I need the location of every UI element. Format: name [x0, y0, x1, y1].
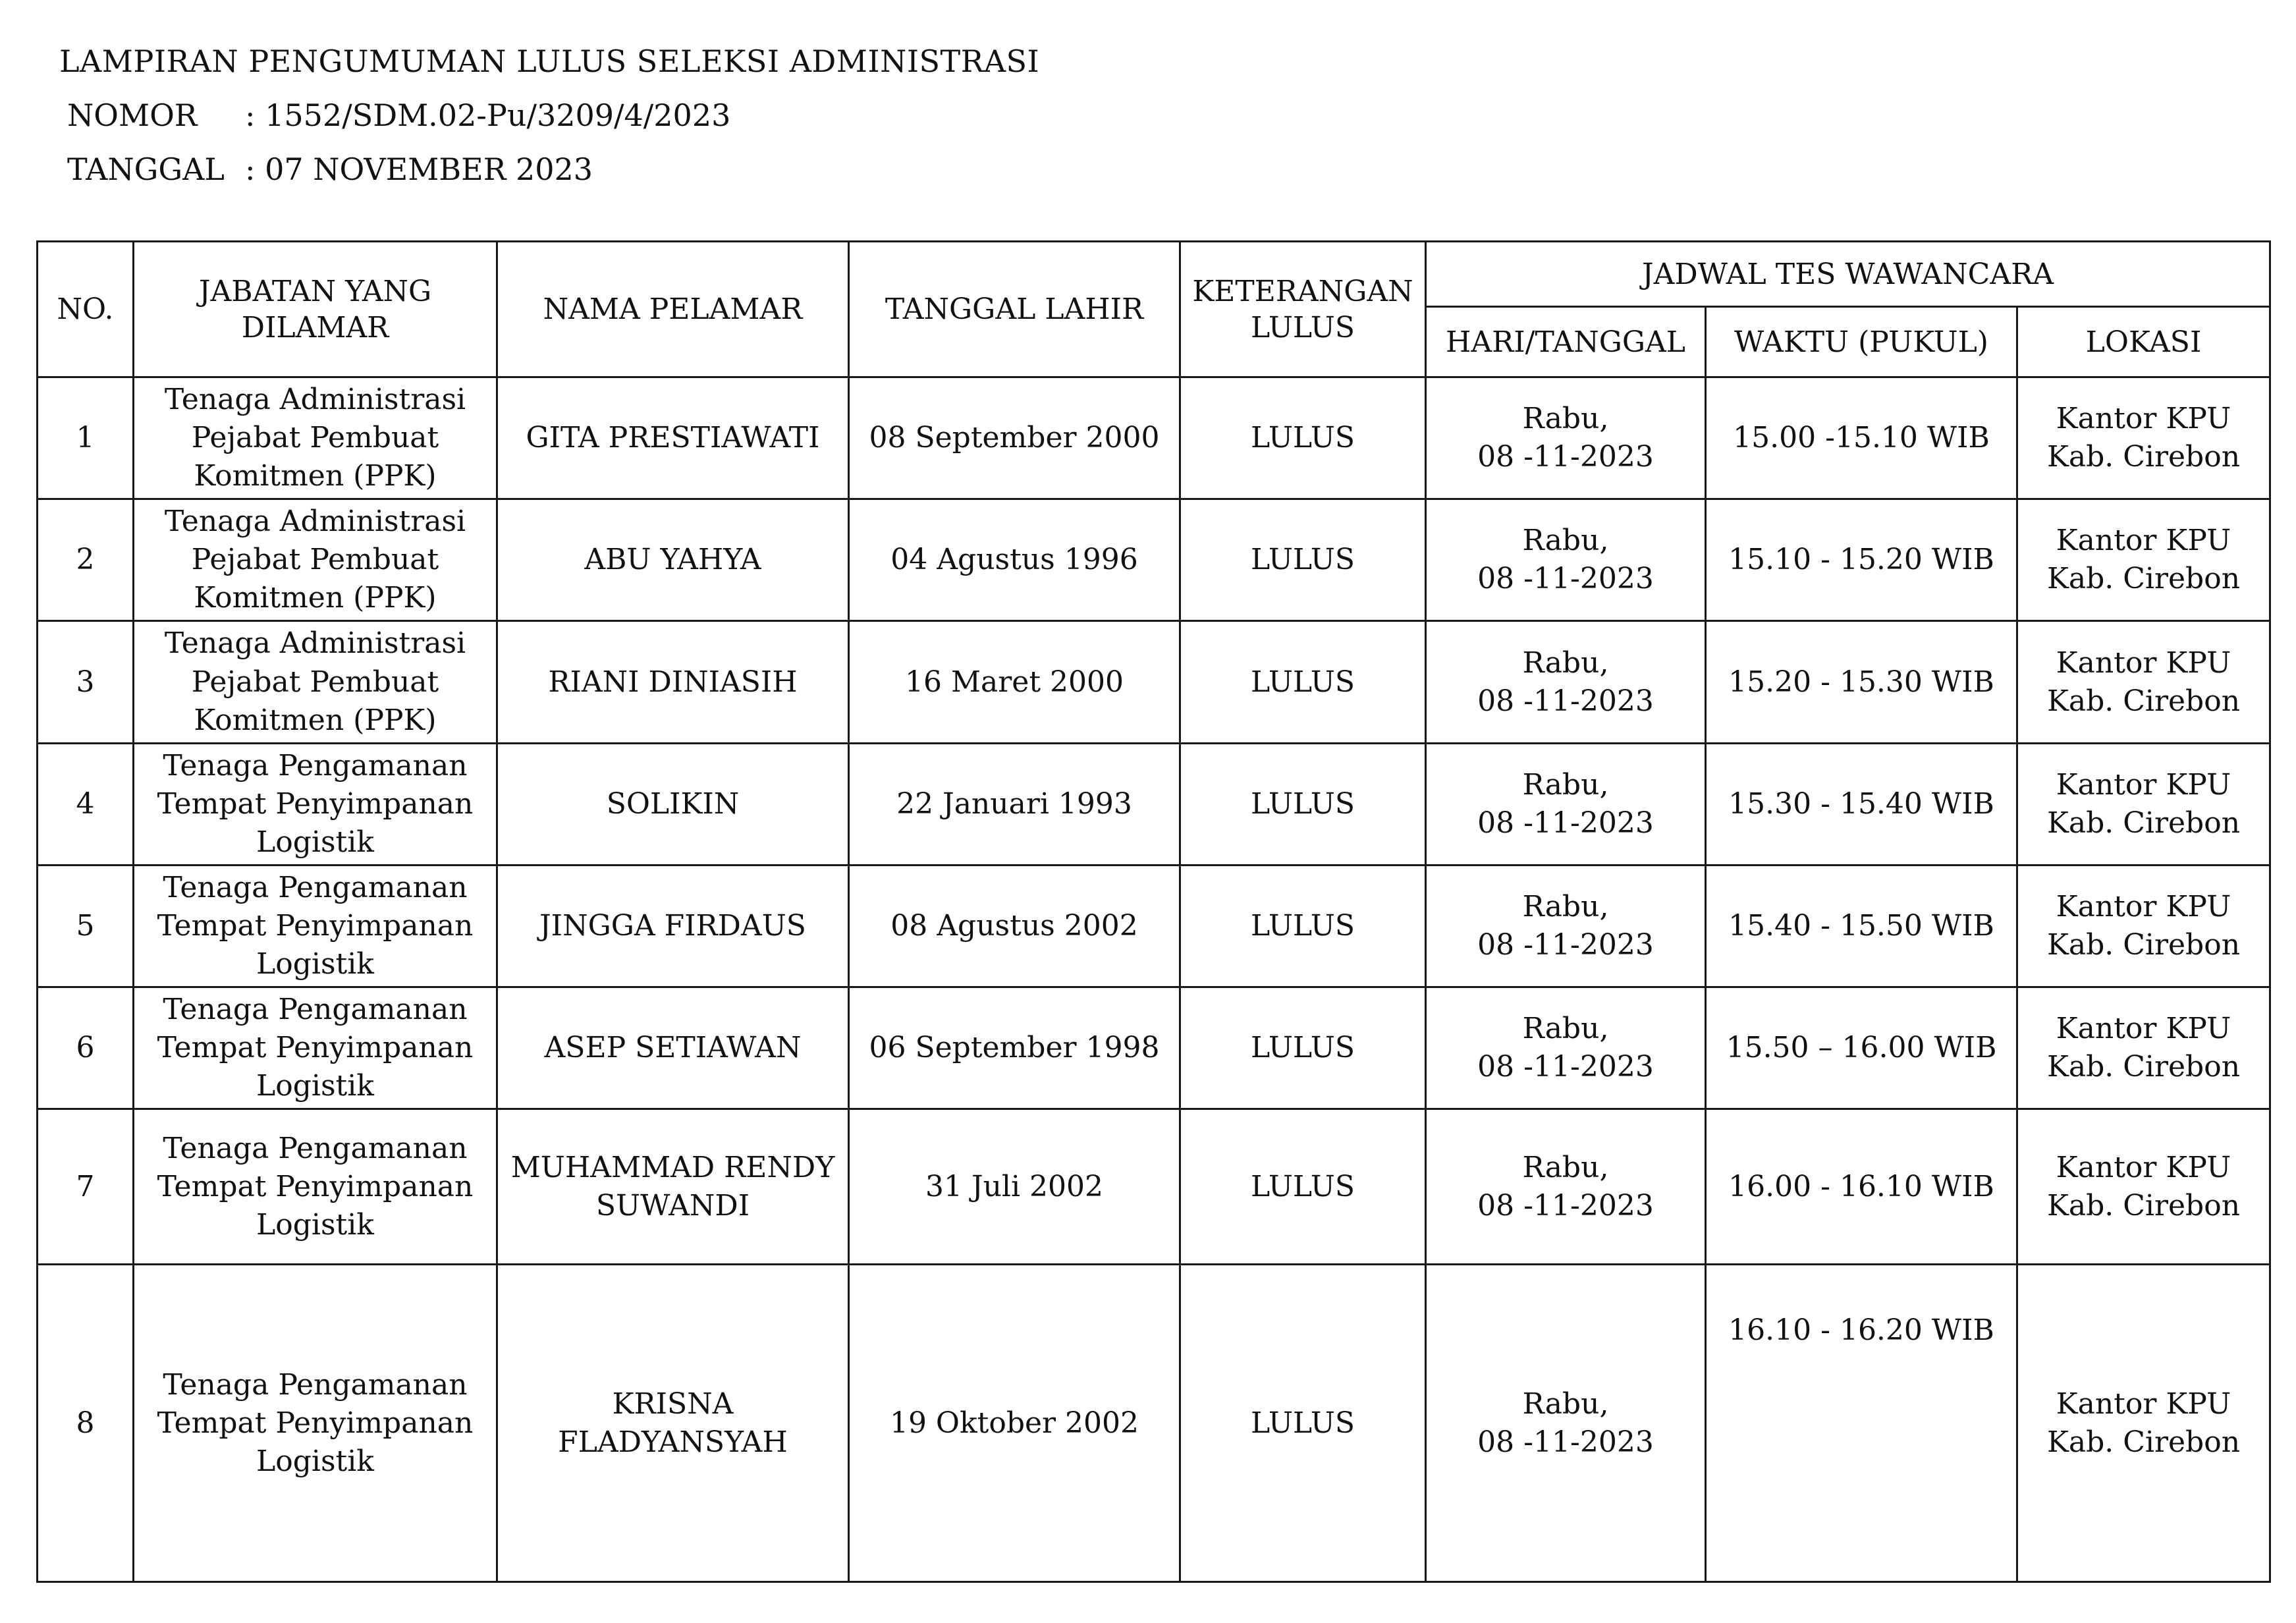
table-row [38, 621, 2270, 743]
table-row [38, 377, 2270, 499]
nomor-value: : 1552/SDM.02-Pu/3209/4/2023 [245, 100, 730, 130]
col-header-waktu: WAKTU (PUKUL) [1706, 307, 2017, 377]
cell-nama: MUHAMMAD RENDY SUWANDI [497, 1109, 849, 1265]
interview-date: 08 -11-2023 [1477, 806, 1654, 840]
cell-no: 3 [38, 621, 134, 743]
table-row [38, 865, 2270, 987]
cell-nama: GITA PRESTIAWATI [497, 377, 849, 499]
cell-waktu: 16.00 - 16.10 WIB [1706, 1109, 2017, 1265]
cell-tanggal-lahir: 08 Agustus 2002 [849, 865, 1180, 987]
cell-lokasi: Kantor KPU Kab. Cirebon [2017, 377, 2270, 499]
col-header-hari-tanggal: HARI/TANGGAL [1426, 307, 1706, 377]
applicant-table [36, 240, 2271, 1583]
nomor-label: NOMOR [67, 97, 198, 133]
cell-jabatan: Tenaga Pengamanan Tempat Penyimpanan Logistik [134, 987, 497, 1109]
cell-waktu: 15.00 -15.10 WIB [1706, 377, 2017, 499]
interview-day: Rabu, [1522, 524, 1609, 558]
interview-date: 08 -11-2023 [1477, 440, 1654, 474]
table-row [38, 1265, 2270, 1582]
cell-waktu: 15.40 - 15.50 WIB [1706, 865, 2017, 987]
cell-hari-tanggal [1426, 377, 1706, 499]
col-header-jadwal: JADWAL TES WAWANCARA [1426, 242, 2270, 307]
table-body [38, 377, 2270, 1582]
cell-lokasi: Kantor KPU Kab. Cirebon [2017, 1265, 2270, 1582]
cell-jabatan: Tenaga Administrasi Pejabat Pembuat Komitmen (PPK) [134, 377, 497, 499]
interview-date: 08 -11-2023 [1477, 1425, 1654, 1459]
cell-keterangan: LULUS [1180, 621, 1426, 743]
col-header-nama: NAMA PELAMAR [497, 242, 849, 377]
cell-hari-tanggal [1426, 743, 1706, 865]
cell-nama: ASEP SETIAWAN [497, 987, 849, 1109]
cell-nama: KRISNA FLADYANSYAH [497, 1265, 849, 1582]
cell-no: 5 [38, 865, 134, 987]
col-header-no: NO. [38, 242, 134, 377]
cell-tanggal-lahir: 08 September 2000 [849, 377, 1180, 499]
cell-jabatan: Tenaga Administrasi Pejabat Pembuat Komitmen (PPK) [134, 621, 497, 743]
cell-lokasi: Kantor KPU Kab. Cirebon [2017, 865, 2270, 987]
interview-day: Rabu, [1522, 1387, 1609, 1421]
interview-date: 08 -11-2023 [1477, 684, 1654, 718]
table-row [38, 499, 2270, 621]
document-title: LAMPIRAN PENGUMUMAN LULUS SELEKSI ADMINISTRASI [59, 43, 1040, 79]
cell-waktu: 15.30 - 15.40 WIB [1706, 743, 2017, 865]
cell-hari-tanggal [1426, 865, 1706, 987]
col-header-tanggal-lahir: TANGGAL LAHIR [849, 242, 1180, 377]
cell-hari-tanggal [1426, 1109, 1706, 1265]
cell-hari-tanggal [1426, 1265, 1706, 1582]
cell-waktu: 15.10 - 15.20 WIB [1706, 499, 2017, 621]
cell-nama: RIANI DINIASIH [497, 621, 849, 743]
document-header [59, 43, 1040, 208]
cell-no: 8 [38, 1265, 134, 1582]
cell-keterangan: LULUS [1180, 987, 1426, 1109]
cell-nama: JINGGA FIRDAUS [497, 865, 849, 987]
tanggal-value: : 07 NOVEMBER 2023 [245, 154, 593, 184]
cell-tanggal-lahir: 19 Oktober 2002 [849, 1265, 1180, 1582]
interview-day: Rabu, [1522, 646, 1609, 680]
cell-no: 7 [38, 1109, 134, 1265]
cell-waktu: 15.50 – 16.00 WIB [1706, 987, 2017, 1109]
cell-hari-tanggal [1426, 987, 1706, 1109]
cell-tanggal-lahir: 04 Agustus 1996 [849, 499, 1180, 621]
cell-tanggal-lahir: 16 Maret 2000 [849, 621, 1180, 743]
cell-lokasi: Kantor KPU Kab. Cirebon [2017, 743, 2270, 865]
cell-lokasi: Kantor KPU Kab. Cirebon [2017, 499, 2270, 621]
cell-keterangan: LULUS [1180, 377, 1426, 499]
col-header-lokasi: LOKASI [2017, 307, 2270, 377]
cell-keterangan: LULUS [1180, 1109, 1426, 1265]
interview-date: 08 -11-2023 [1477, 1050, 1654, 1084]
table-row [38, 743, 2270, 865]
cell-tanggal-lahir: 06 September 1998 [849, 987, 1180, 1109]
cell-waktu: 15.20 - 15.30 WIB [1706, 621, 2017, 743]
interview-date: 08 -11-2023 [1477, 928, 1654, 962]
tanggal-label: TANGGAL [67, 151, 225, 187]
cell-hari-tanggal [1426, 499, 1706, 621]
cell-lokasi: Kantor KPU Kab. Cirebon [2017, 987, 2270, 1109]
interview-day: Rabu, [1522, 889, 1609, 923]
cell-lokasi: Kantor KPU Kab. Cirebon [2017, 1109, 2270, 1265]
col-header-jabatan: JABATAN YANG DILAMAR [134, 242, 497, 377]
cell-jabatan: Tenaga Pengamanan Tempat Penyimpanan Logistik [134, 865, 497, 987]
cell-tanggal-lahir: 22 Januari 1993 [849, 743, 1180, 865]
cell-nama: ABU YAHYA [497, 499, 849, 621]
interview-date: 08 -11-2023 [1477, 1188, 1654, 1223]
col-header-keterangan: KETERANGAN LULUS [1180, 242, 1426, 377]
cell-hari-tanggal [1426, 621, 1706, 743]
cell-nama: SOLIKIN [497, 743, 849, 865]
cell-no: 1 [38, 377, 134, 499]
cell-jabatan: Tenaga Pengamanan Tempat Penyimpanan Logistik [134, 1265, 497, 1582]
cell-lokasi: Kantor KPU Kab. Cirebon [2017, 621, 2270, 743]
cell-jabatan: Tenaga Administrasi Pejabat Pembuat Komitmen (PPK) [134, 499, 497, 621]
interview-day: Rabu, [1522, 402, 1609, 436]
interview-day: Rabu, [1522, 1150, 1609, 1184]
cell-jabatan: Tenaga Pengamanan Tempat Penyimpanan Logistik [134, 1109, 497, 1265]
table-row [38, 1109, 2270, 1265]
table-row [38, 987, 2270, 1109]
cell-no: 4 [38, 743, 134, 865]
cell-keterangan: LULUS [1180, 1265, 1426, 1582]
interview-day: Rabu, [1522, 1012, 1609, 1046]
cell-no: 2 [38, 499, 134, 621]
cell-tanggal-lahir: 31 Juli 2002 [849, 1109, 1180, 1265]
cell-keterangan: LULUS [1180, 865, 1426, 987]
interview-day: Rabu, [1522, 767, 1609, 802]
cell-no: 6 [38, 987, 134, 1109]
cell-keterangan: LULUS [1180, 743, 1426, 865]
tanggal-row [59, 151, 1039, 187]
nomor-row [59, 97, 1039, 133]
cell-waktu: 16.10 - 16.20 WIB [1706, 1265, 2017, 1582]
interview-date: 08 -11-2023 [1477, 562, 1654, 596]
cell-jabatan: Tenaga Pengamanan Tempat Penyimpanan Logistik [134, 743, 497, 865]
cell-keterangan: LULUS [1180, 499, 1426, 621]
